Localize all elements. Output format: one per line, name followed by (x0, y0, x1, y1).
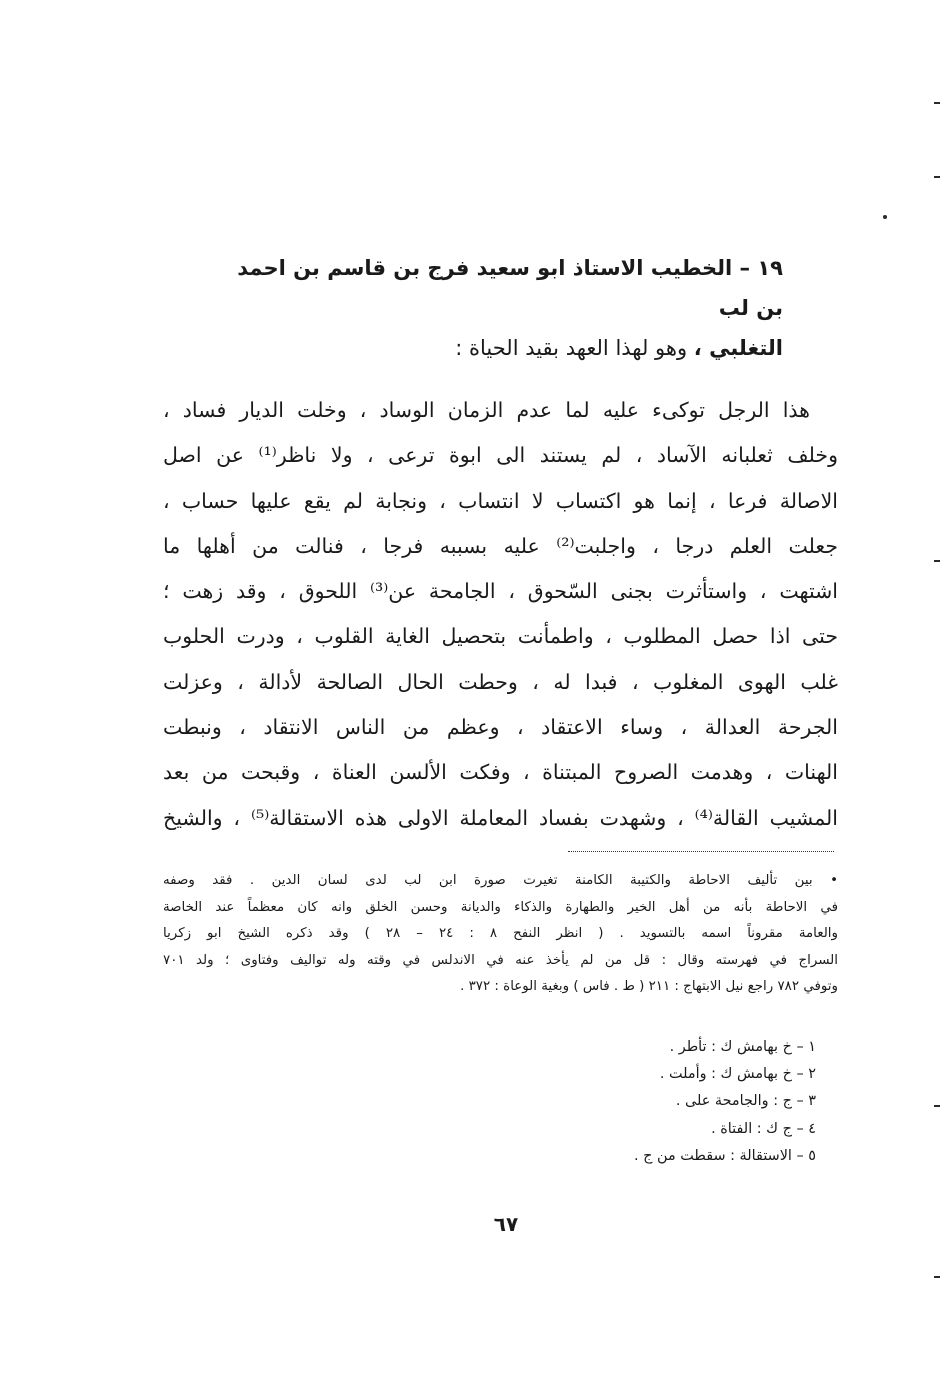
entry-heading (223, 248, 783, 368)
variant-note: ٢ – خ بهامش ك : وأملت . (659, 1066, 816, 1083)
entry-heading-note: وهو لهذا العهد بقيد الحياة : (455, 336, 694, 360)
scan-edge-mark (934, 176, 940, 178)
biographical-footnote (163, 868, 838, 1001)
scan-edge-mark (934, 1105, 940, 1107)
entry-heading-line-2 (223, 328, 783, 368)
footnote-line: • بين تأليف الاحاطة والكتيبة الكامنة تغيرت صورة ابن لب لدى لسان الدين . فقد وصفه (163, 873, 838, 888)
variant-note: ٥ – الاستقالة : سقطت من ج . (634, 1147, 816, 1164)
scan-edge-mark (934, 560, 940, 562)
entry-heading-nisba: التغلبي ، (693, 336, 783, 360)
body-text (163, 388, 838, 841)
footnote-line: وتوفي ٧٨٢ راجع نيل الابتهاج : ٢١١ ( ط . فاس ) وبغية الوعاة : ٣٧٢ . (460, 979, 838, 994)
scan-edge-mark (934, 102, 940, 104)
page-number: ٦٧ (493, 1212, 519, 1236)
variant-note: ٤ – ج ك : الفتاة . (711, 1120, 816, 1137)
body-line: الاصالة فرعا ، إنما هو اكتساب لا انتساب ، ونجابة لم يقع عليها حساب ، (163, 488, 838, 513)
variant-readings-notes (516, 1034, 816, 1170)
variant-note: ٣ – ج : والجامحة على . (675, 1093, 816, 1110)
footnote-line: والعامة مقروناً اسمه بالتسويد . ( انظر النفح ٨ : ٢٤ – ٢٨ ) وقد ذكره الشيخ ابو زكريا (163, 926, 838, 941)
body-line: غلب الهوى المغلوب ، فبدا له ، وحطت الحال الصالحة لأدالة ، وعزلت (163, 669, 838, 694)
body-line: وخلف ثعلبانه الآساد ، لم يستند الى ابوة ترعى ، ولا ناظر⁽¹⁾ عن اصل (163, 443, 838, 468)
footnote-divider (568, 851, 834, 852)
body-line: الهنات ، وهدمت الصروح المبتناة ، وفكت الألسن العناة ، وقبحت من بعد (163, 760, 838, 785)
body-line: المشيب القالة⁽⁴⁾ ، وشهدت بفساد المعاملة الاولى هذه الاستقالة⁽⁵⁾ ، والشيخ (163, 805, 838, 830)
scan-speck (883, 215, 887, 219)
footnote-line: السراج في فهرسته وقال : قل من لم يأخذ عنه في الاندلس في وقته وله تواليف وفتاوى ؛ ولد ٧٠١ (163, 952, 838, 968)
body-line: هذا الرجل توكىء عليه لما عدم الزمان الوساد ، وخلت الديار فساد ، (163, 398, 810, 422)
variant-note: ١ – خ بهامش ك : تأطر . (669, 1039, 816, 1055)
scan-edge-mark (934, 1276, 940, 1278)
entry-heading-line-1: ١٩ – الخطيب الاستاذ ابو سعيد فرج بن قاسم بن احمد بن لب (237, 256, 783, 320)
body-line: الجرحة العدالة ، وساء الاعتقاد ، وعظم من الناس الانتقاد ، ونبطت (163, 715, 838, 740)
body-line: اشتهت ، واستأثرت بجنى السّحوق ، الجامحة عن⁽³⁾ اللحوق ، وقد زهت ؛ (163, 579, 839, 604)
body-line: حتى اذا حصل المطلوب ، واطمأنت بتحصيل الغاية القلوب ، ودرت الحلوب (163, 624, 838, 649)
body-line: جعلت العلم درجا ، واجلبت⁽²⁾ عليه بسببه فرجا ، فنالت من أهلها ما (163, 533, 838, 558)
footnote-line: في الاحاطة بأنه من أهل الخير والطهارة والذكاء والديانة وحسن الخلق وانه كان معظماً عند الخاصة (163, 899, 838, 915)
